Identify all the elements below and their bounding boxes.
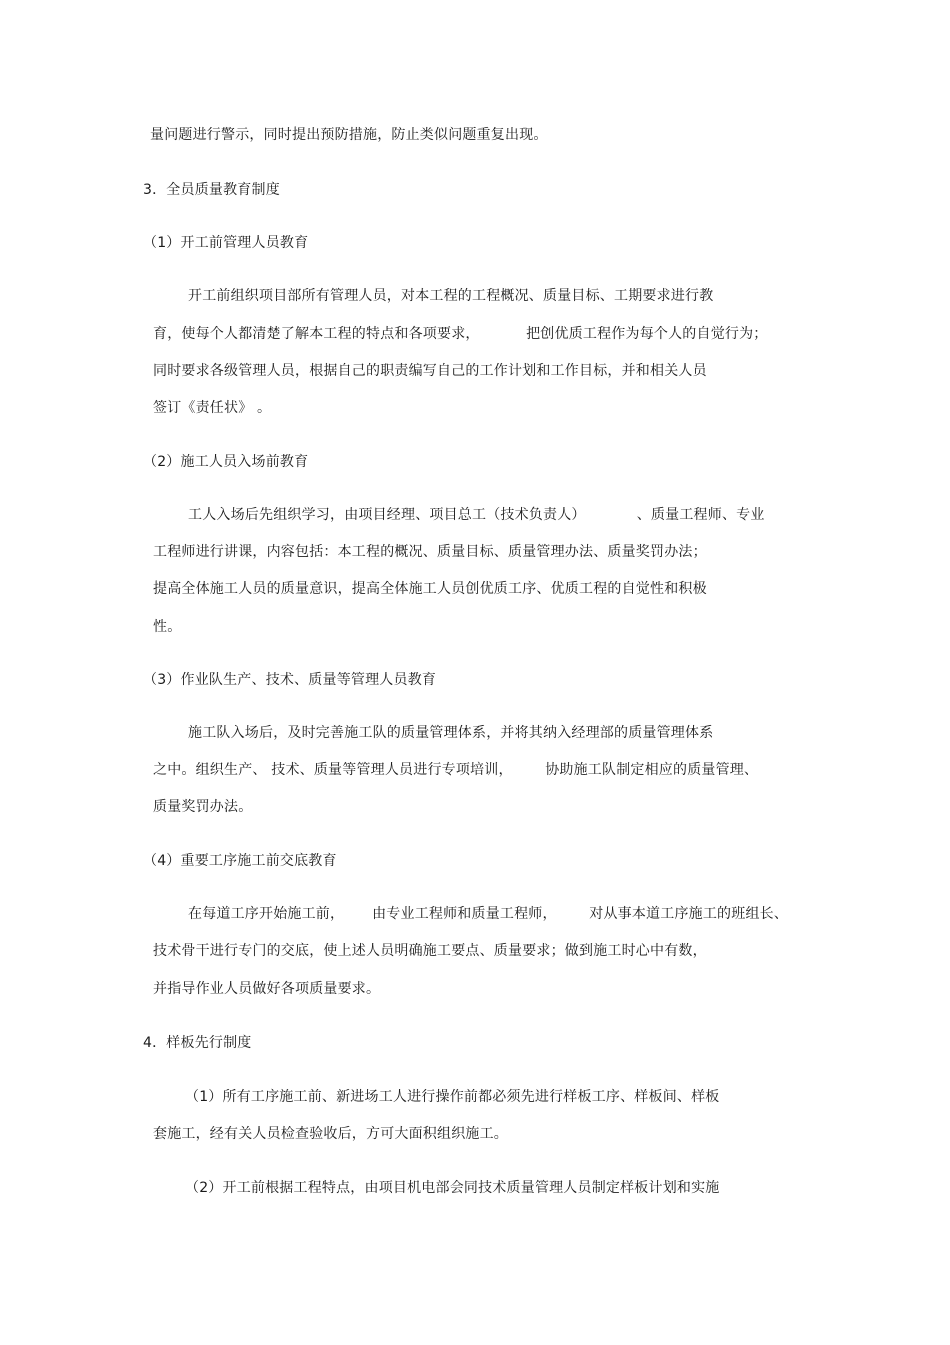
paragraph-line: 同时要求各级管理人员，根据自己的职责编写自己的工作计划和工作目标，并和相关人员	[153, 363, 707, 379]
paragraph-line: 施工队入场后，及时完善施工队的质量管理体系，并将其纳入经理部的质量管理体系	[188, 725, 714, 741]
subsection-heading: （1）开工前管理人员教育	[143, 235, 309, 251]
paragraph-line: 提高全体施工人员的质量意识，提高全体施工人员创优质工序、优质工程的自觉性和积极	[153, 581, 707, 597]
subsection-heading: （2）施工人员入场前教育	[143, 454, 309, 470]
paragraph-line: 之中。组织生产、 技术、质量等管理人员进行专项培训， 协助施工队制定相应的质量管理、	[153, 762, 759, 778]
paragraph-line: 质量奖罚办法。	[153, 799, 253, 815]
paragraph-line: 工人入场后先组织学习，由项目经理、项目总工（技术负责人） 、质量工程师、专业	[188, 507, 765, 523]
paragraph-line: 在每道工序开始施工前， 由专业工程师和质量工程师， 对从事本道工序施工的班组长、	[188, 906, 789, 922]
paragraph-line: 技术骨干进行专门的交底，使上述人员明确施工要点、质量要求；做到施工时心中有数，	[153, 943, 707, 959]
paragraph-line: 育，使每个人都清楚了解本工程的特点和各项要求， 把创优质工程作为每个人的自觉行为；	[153, 326, 768, 342]
subsection-heading: （3）作业队生产、技术、质量等管理人员教育	[143, 672, 437, 688]
section-heading: 4．样板先行制度	[143, 1035, 252, 1051]
paragraph-line: 性。	[153, 619, 182, 635]
paragraph-line: 开工前组织项目部所有管理人员，对本工程的工程概况、质量目标、工期要求进行教	[188, 288, 714, 304]
paragraph-line: （2）开工前根据工程特点，由项目机电部会同技术质量管理人员制定样板计划和实施	[185, 1180, 720, 1196]
paragraph-line: 量问题进行警示，同时提出预防措施，防止类似问题重复出现。	[150, 127, 548, 143]
paragraph-line: 套施工，经有关人员检查验收后，方可大面积组织施工。	[153, 1126, 508, 1142]
paragraph-line: （1）所有工序施工前、新进场工人进行操作前都必须先进行样板工序、样板间、样板	[185, 1089, 720, 1105]
subsection-heading: （4）重要工序施工前交底教育	[143, 853, 337, 869]
paragraph-line: 签订《责任状》 。	[153, 400, 272, 416]
paragraph-line: 工程师进行讲课，内容包括：本工程的概况、质量目标、质量管理办法、质量奖罚办法；	[153, 544, 707, 560]
section-heading: 3．全员质量教育制度	[143, 182, 280, 198]
paragraph-line: 并指导作业人员做好各项质量要求。	[153, 981, 381, 997]
